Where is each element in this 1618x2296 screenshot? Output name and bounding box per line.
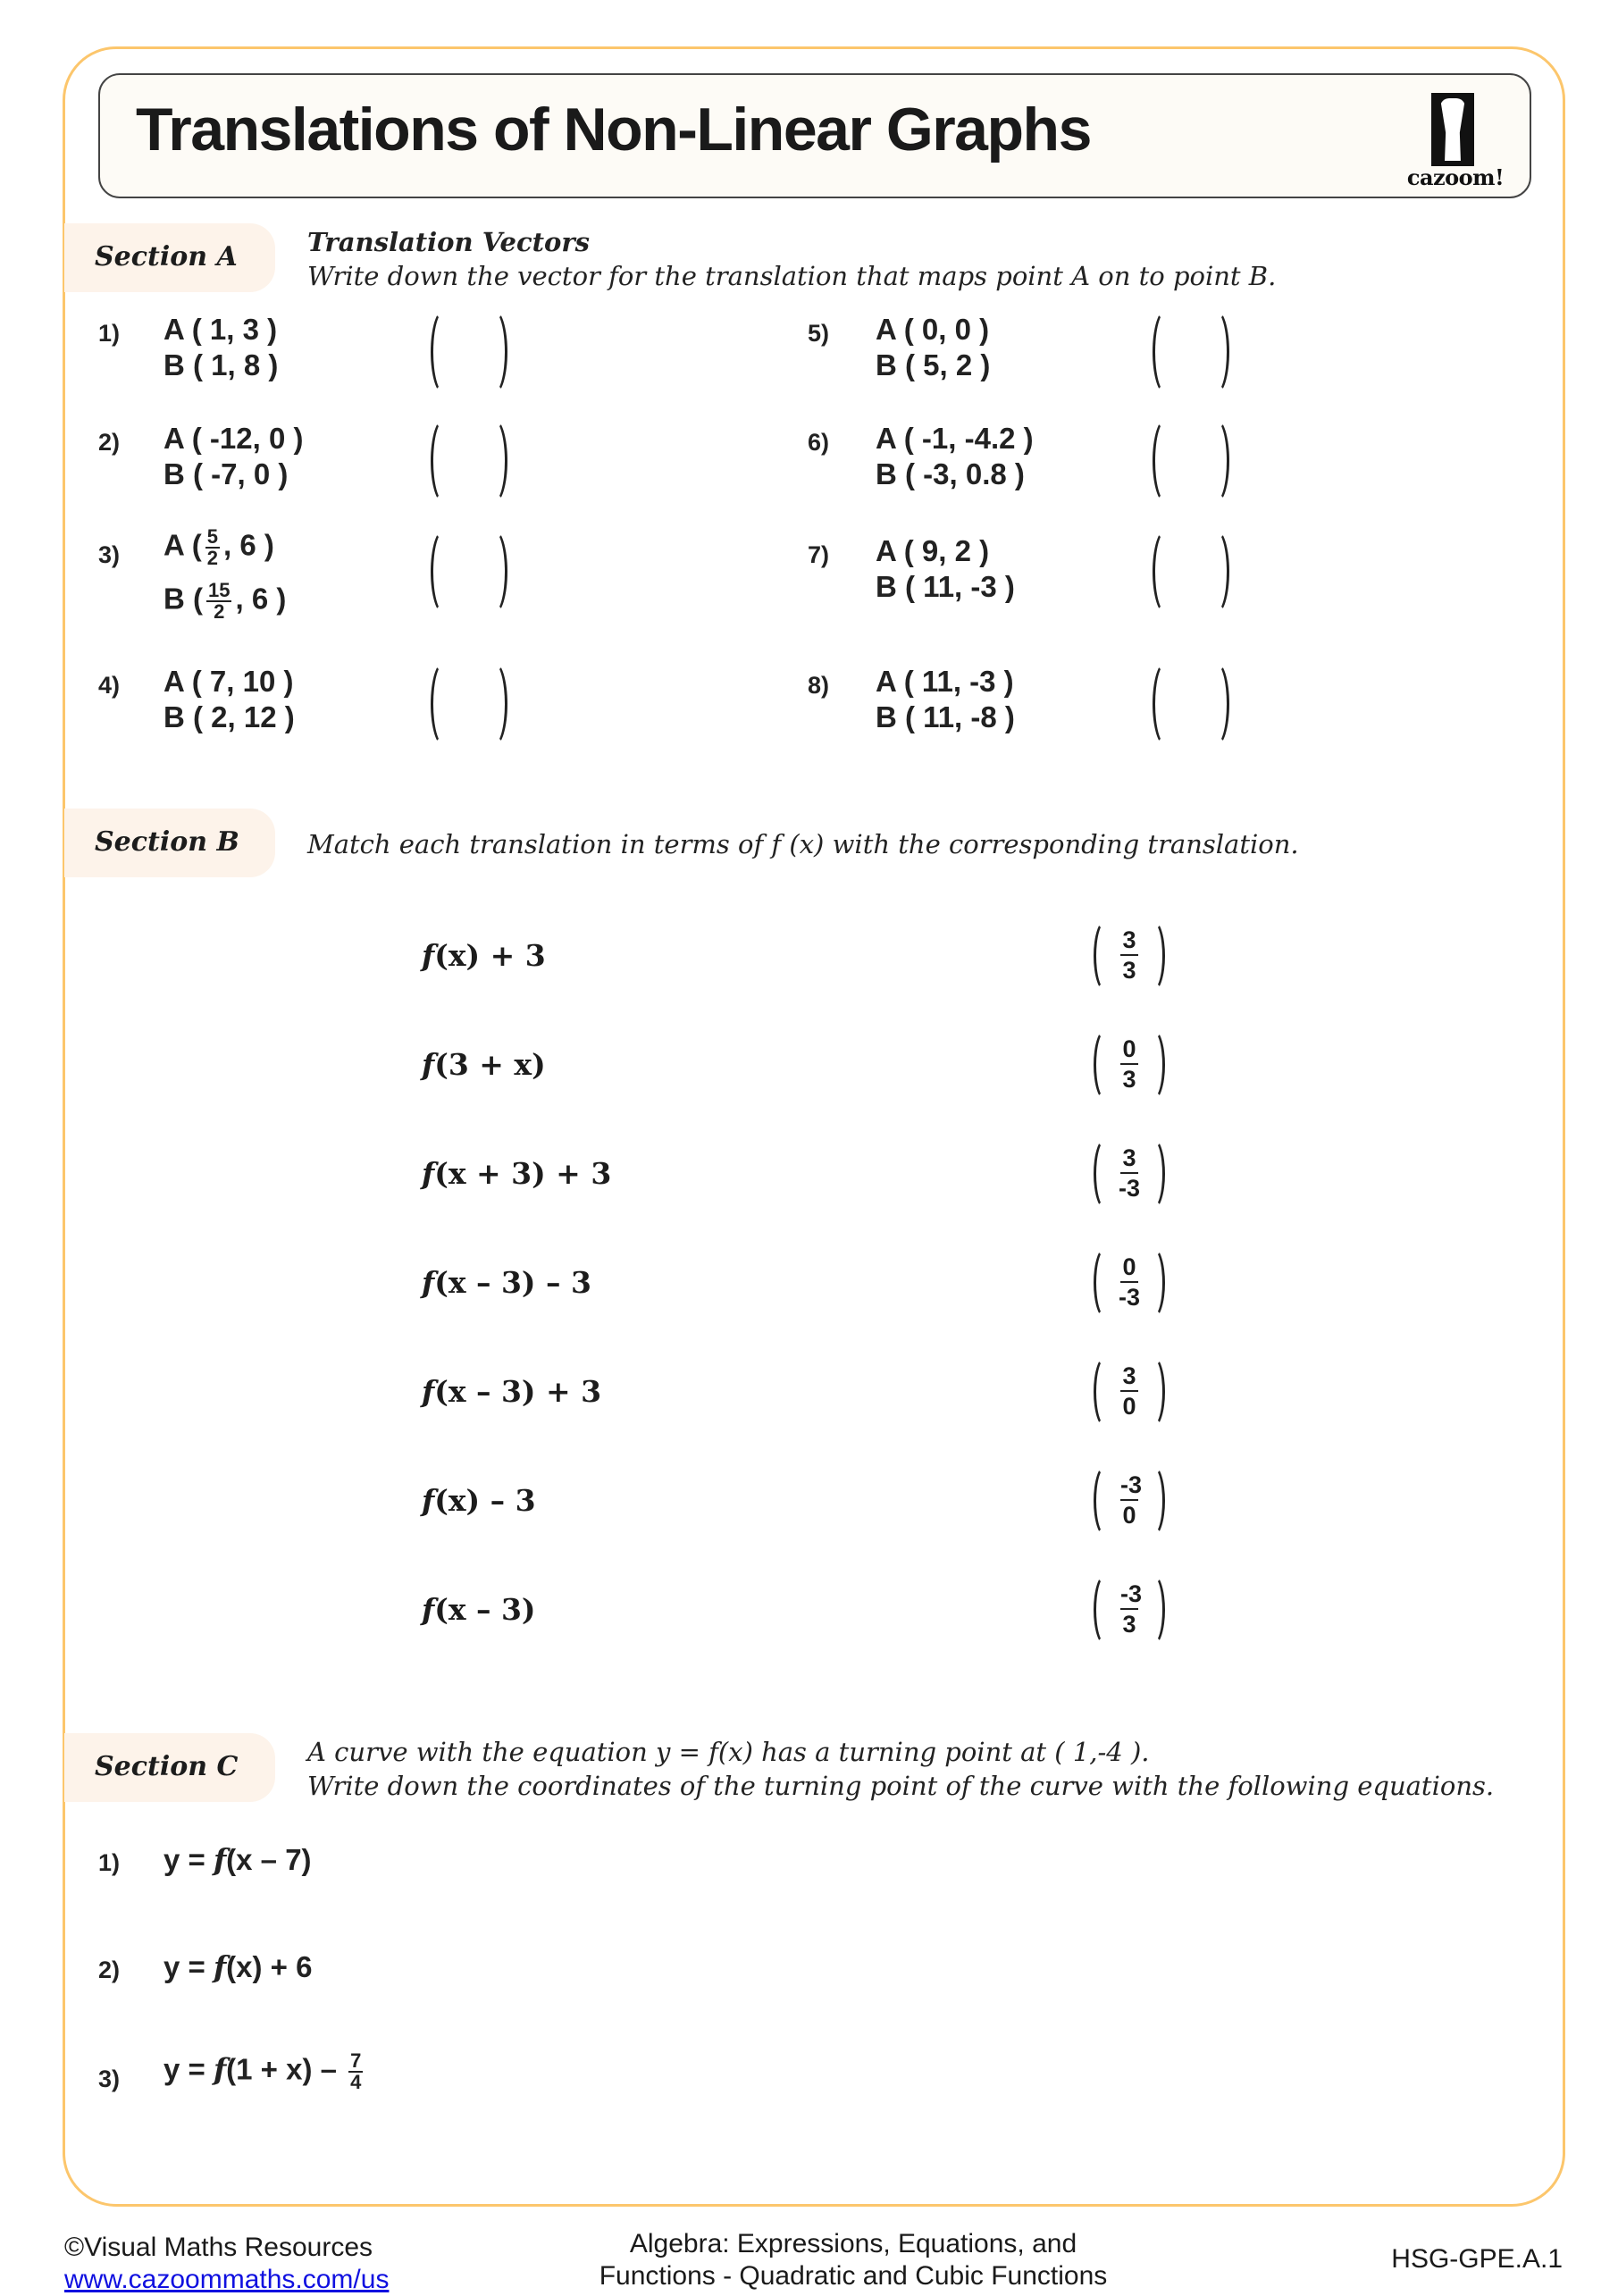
function-expression[interactable]: f(x – 3) – 3 [422, 1265, 591, 1300]
point-a: A ( 7, 10 ) [163, 665, 294, 698]
question-number: 4) [98, 672, 121, 699]
question-number: 3) [98, 2066, 121, 2092]
footer-standard-code: HSG-GPE.A.1 [1391, 2244, 1563, 2274]
equation: y = f(x – 7) [163, 1842, 312, 1877]
logo-text: cazoom! [1406, 164, 1505, 190]
answer-vector-bracket[interactable] [1153, 418, 1229, 504]
question-number: 2) [98, 1957, 121, 1983]
section-a-label: Section A [95, 241, 238, 272]
section-a-tag [64, 223, 275, 292]
function-expression[interactable]: f(x + 3) + 3 [422, 1156, 612, 1191]
equation: y = f(x) + 6 [163, 1949, 313, 1984]
answer-vector-bracket[interactable] [1153, 529, 1229, 615]
point-b: B ( 11, -8 ) [876, 700, 1015, 733]
answer-vector-bracket[interactable] [1153, 309, 1229, 395]
point-b: B ( -7, 0 ) [163, 457, 289, 490]
question-number: 6) [808, 429, 830, 456]
function-expression[interactable]: f(3 + x) [422, 1047, 546, 1082]
cazoom-logo [1406, 93, 1505, 191]
question-number: 8) [808, 672, 830, 699]
point-a: A ( -12, 0 ) [163, 422, 304, 455]
fraction: $\frac{15}{2}$ [208, 579, 231, 623]
section-b-tag [64, 809, 275, 877]
translation-vector[interactable]: 3 0 [1094, 1356, 1165, 1428]
function-expression[interactable]: f(x) – 3 [422, 1483, 536, 1518]
point-a: A ( 0, 0 ) [876, 313, 990, 346]
equation: y = f(1 + x) – $\frac{7}{4}$ [163, 2049, 362, 2093]
section-c-tag [64, 1733, 275, 1802]
point-b: B ( 2, 12 ) [163, 700, 295, 733]
answer-vector-bracket[interactable] [431, 418, 507, 504]
section-a-heading: Translation Vectors [307, 227, 590, 257]
section-c-instruction-1: A curve with the equation y = f(x) has a turning point at ( 1,-4 ). [307, 1737, 1150, 1767]
translation-vector[interactable]: -3 3 [1094, 1574, 1165, 1646]
translation-vector[interactable]: 0 -3 [1094, 1247, 1165, 1319]
point-a: A ( 9, 2 ) [876, 534, 990, 567]
title-banner [98, 73, 1531, 198]
question-number: 3) [98, 541, 121, 568]
question-number: 1) [98, 320, 121, 347]
answer-vector-bracket[interactable] [1153, 661, 1229, 747]
question-number: 7) [808, 541, 830, 568]
point-b: B ( 5, 2 ) [876, 348, 991, 381]
point-b: B ( 11, -3 ) [876, 570, 1015, 603]
point-b: B ( -3, 0.8 ) [876, 457, 1025, 490]
point-b: B ( $\frac{15}{2}$ , 6 ) [163, 579, 287, 623]
point-a: A ( 1, 3 ) [163, 313, 278, 346]
point-a: A ( 11, -3 ) [876, 665, 1014, 698]
translation-vector[interactable]: 3 3 [1094, 920, 1165, 992]
page-title: Translations of Non-Linear Graphs [136, 96, 1091, 163]
answer-vector-bracket[interactable] [431, 529, 507, 615]
question-number: 5) [808, 320, 830, 347]
function-expression[interactable]: f(x) + 3 [422, 938, 546, 973]
footer-topic: Algebra: Expressions, Equations, and Functions - Quadratic and Cubic Functions [599, 2229, 1108, 2291]
point-a: A ( $\frac{5}{2}$ , 6 ) [163, 525, 274, 569]
page-border [63, 46, 1565, 2207]
function-expression[interactable]: f(x – 3) [422, 1592, 536, 1627]
answer-vector-bracket[interactable] [431, 661, 507, 747]
drum-icon [1431, 93, 1474, 166]
section-c-instruction-2: Write down the coordinates of the turning point of the curve with the following equations. [307, 1771, 1495, 1801]
point-a: A ( -1, -4.2 ) [876, 422, 1034, 455]
section-a-instruction: Write down the vector for the translation that maps point A on to point B. [307, 261, 1277, 291]
copyright-text: ©Visual Maths Resources [64, 2233, 373, 2262]
question-number: 1) [98, 1849, 121, 1876]
section-b-label: Section B [95, 826, 239, 858]
section-c-label: Section C [95, 1751, 239, 1782]
answer-vector-bracket[interactable] [431, 309, 507, 395]
translation-vector[interactable]: 3 -3 [1094, 1138, 1165, 1210]
section-b-instruction: Match each translation in terms of f (x) with the corresponding translation. [307, 829, 1299, 859]
fraction: $\frac{5}{2}$ [206, 525, 219, 569]
point-b: B ( 1, 8 ) [163, 348, 279, 381]
translation-vector[interactable]: 0 3 [1094, 1029, 1165, 1101]
fraction: $\frac{7}{4}$ [350, 2049, 362, 2093]
translation-vector[interactable]: -3 0 [1094, 1465, 1165, 1537]
website-link[interactable]: www.cazoommaths.com/us [64, 2265, 390, 2294]
question-number: 2) [98, 429, 121, 456]
function-expression[interactable]: f(x – 3) + 3 [422, 1374, 602, 1409]
footer-copyright-block [64, 2232, 389, 2296]
